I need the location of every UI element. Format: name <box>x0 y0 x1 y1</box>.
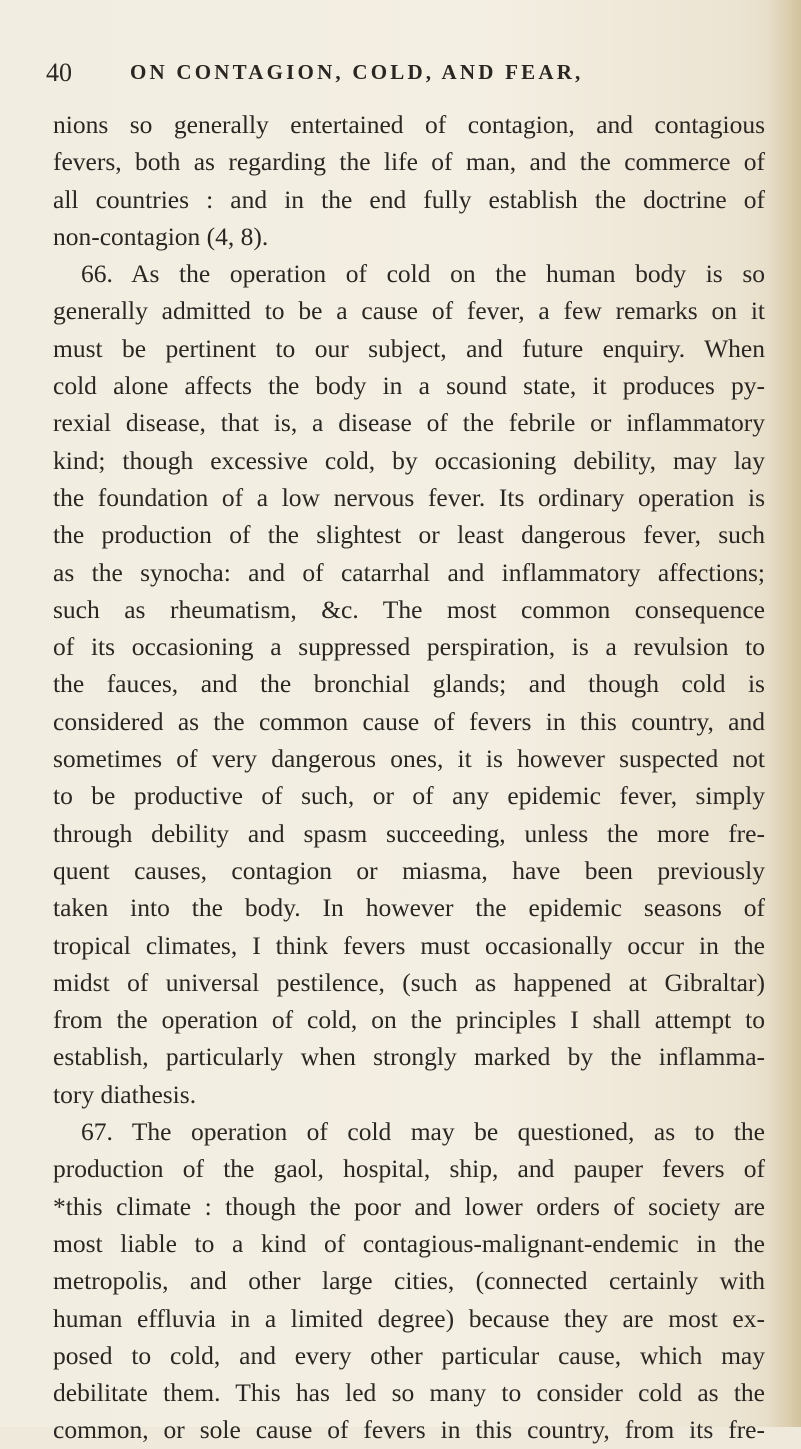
text-line: such as rheumatism, &c. The most common consequence <box>53 594 765 624</box>
text-line: cold alone affects the body in a sound state, it produces py- <box>53 371 765 401</box>
text-line: debilitate them. This has led so many to consider cold as the <box>53 1378 765 1408</box>
text-line: the fauces, and the bronchial glands; and though cold is <box>53 669 765 699</box>
text-line: of its occasioning a suppressed perspiration, is a revulsion to <box>53 632 765 662</box>
text-line: must be pertinent to our subject, and future enquiry. When <box>53 333 765 363</box>
text-line: through debility and spasm succeeding, unless the more fre- <box>53 818 765 848</box>
text-line: considered as the common cause of fevers in this country, and <box>53 706 765 736</box>
body-text <box>53 106 765 1449</box>
text-line: tory diathesis. <box>53 1079 197 1109</box>
text-line: posed to cold, and every other particular cause, which may <box>53 1340 765 1370</box>
text-line: kind; though excessive cold, by occasioning debility, may lay <box>53 445 765 475</box>
text-line: midst of universal pestilence, (such as happened at Gibraltar) <box>53 967 765 997</box>
text-line: most liable to a kind of contagious-malignant-endemic in the <box>53 1228 765 1258</box>
text-line: production of the gaol, hospital, ship, and pauper fevers of <box>53 1154 765 1184</box>
text-line: 67. The operation of cold may be questioned, as to the <box>81 1117 765 1147</box>
text-line: nions so generally entertained of contagion, and contagious <box>53 110 765 139</box>
text-line: fevers, both as regarding the life of man, and the commerce of <box>53 147 765 177</box>
text-line: common, or sole cause of fevers in this country, from its fre- <box>53 1415 765 1445</box>
text-line: to be productive of such, or of any epidemic fever, simply <box>53 781 765 811</box>
running-head: ON CONTAGION, COLD, AND FEAR, <box>130 60 584 84</box>
text-line: metropolis, and other large cities, (connected certainly with <box>53 1266 765 1296</box>
text-line: from the operation of cold, on the principles I shall attempt to <box>53 1005 765 1035</box>
page-edge-shadow <box>767 0 801 1427</box>
text-line: 66. As the operation of cold on the human body is so <box>81 259 765 289</box>
page-header <box>46 58 766 92</box>
text-line: quent causes, contagion or miasma, have been previously <box>53 855 765 885</box>
text-line: all countries : and in the end fully establish the doctrine of <box>53 184 765 214</box>
text-line: establish, particularly when strongly marked by the inflamma- <box>53 1042 765 1072</box>
text-line: generally admitted to be a cause of fever, a few remarks on it <box>53 296 765 326</box>
text-line: taken into the body. In however the epidemic seasons of <box>53 893 765 923</box>
text-line: the foundation of a low nervous fever. Its ordinary operation is <box>53 482 765 512</box>
text-line: sometimes of very dangerous ones, it is however suspected not <box>53 744 765 774</box>
text-line: human effluvia in a limited degree) because they are most ex- <box>53 1303 765 1333</box>
page-number: 40 <box>46 58 72 87</box>
text-line: *this climate : though the poor and lower orders of society are <box>53 1191 765 1221</box>
text-line: non-contagion (4, 8). <box>53 221 269 251</box>
text-line: the production of the slightest or least dangerous fever, such <box>53 520 765 550</box>
text-line: rexial disease, that is, a disease of the febrile or inflammatory <box>53 408 765 438</box>
text-line: tropical climates, I think fevers must occasionally occur in the <box>53 930 765 960</box>
text-line: as the synocha: and of catarrhal and inflammatory affections; <box>53 557 765 587</box>
